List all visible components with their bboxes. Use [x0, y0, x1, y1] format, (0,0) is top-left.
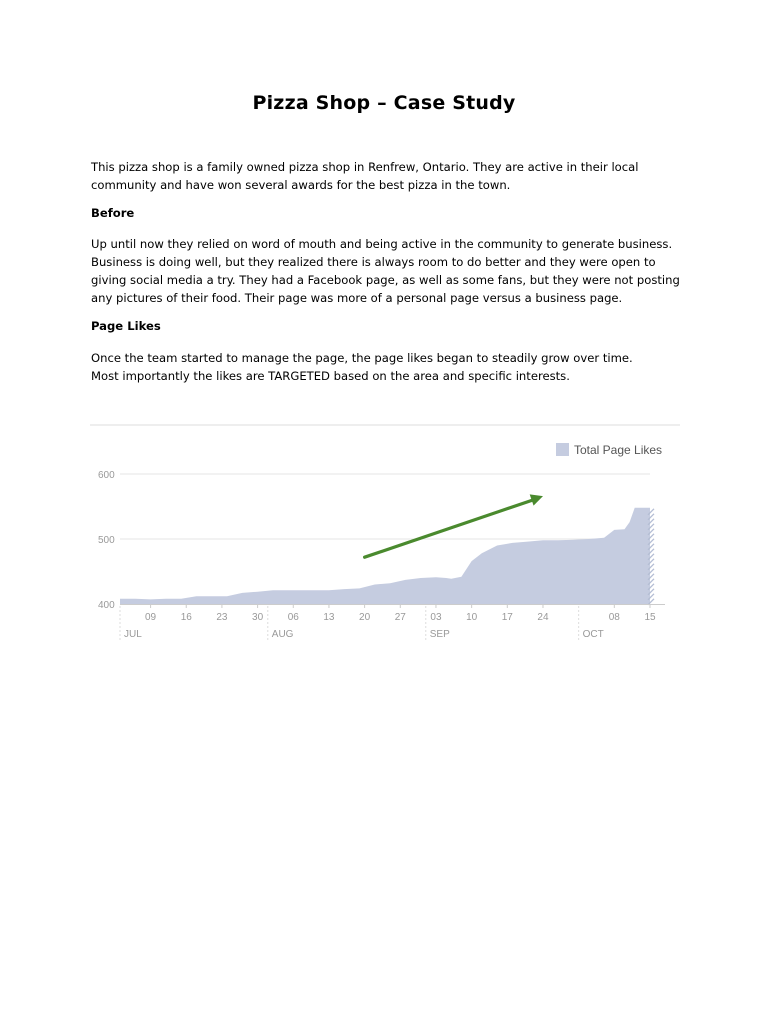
page-likes-paragraph-1: Once the team started to manage the page, the page likes began to steadily grow over time. [91, 351, 633, 365]
before-paragraph: Up until now they relied on word of mouth and being active in the community to generate business. Business is doing well, but they realized there is always room to do better and they were open to giving social media a try. They had a Facebook page, as well as some fans, but they were not posting any pictures of their food. Their page was more of a personal page versus a business page. [91, 237, 680, 305]
page-likes-chart [90, 424, 680, 644]
x-tick-label: 08 [608, 612, 620, 623]
x-tick-label: 03 [430, 612, 442, 623]
x-tick-label: 17 [501, 612, 513, 623]
x-tick-label: 24 [537, 612, 549, 623]
x-tick-label: 06 [287, 612, 299, 623]
legend-label: Total Page Likes [574, 443, 663, 457]
page-likes-paragraph-2: Most importantly the likes are TARGETED based on the area and specific interests. [91, 369, 570, 383]
month-label: OCT [582, 629, 604, 640]
y-tick-label: 400 [98, 600, 115, 611]
x-tick-label: 10 [466, 612, 478, 623]
month-label: SEP [429, 629, 450, 640]
y-tick-label: 600 [98, 470, 115, 481]
page-title: Pizza Shop – Case Study [252, 92, 516, 114]
y-tick-label: 500 [98, 535, 115, 546]
x-tick-label: 13 [323, 612, 335, 623]
page-likes-chart-svg [90, 424, 680, 644]
x-tick-label: 15 [644, 612, 656, 623]
x-tick-label: 20 [359, 612, 371, 623]
page-likes-heading: Page Likes [91, 319, 161, 333]
intro-paragraph: This pizza shop is a family owned pizza shop in Renfrew, Ontario. They are active in their local community and have won several awards for the best pizza in the town. [91, 160, 639, 192]
x-tick-label: 27 [394, 612, 406, 623]
chart-legend [556, 443, 662, 457]
x-tick-label: 30 [252, 612, 264, 623]
growth-arrow-head [530, 494, 543, 505]
month-label: JUL [124, 629, 142, 640]
x-tick-label: 23 [216, 612, 228, 623]
x-tick-label: 16 [180, 612, 192, 623]
x-tick-label: 09 [145, 612, 157, 623]
legend-swatch [556, 443, 569, 456]
series-area-total-page-likes [120, 508, 650, 604]
chart-x-axis [120, 604, 665, 640]
month-label: AUG [271, 629, 294, 640]
before-heading: Before [91, 206, 135, 220]
chart-area-layer [120, 508, 654, 605]
